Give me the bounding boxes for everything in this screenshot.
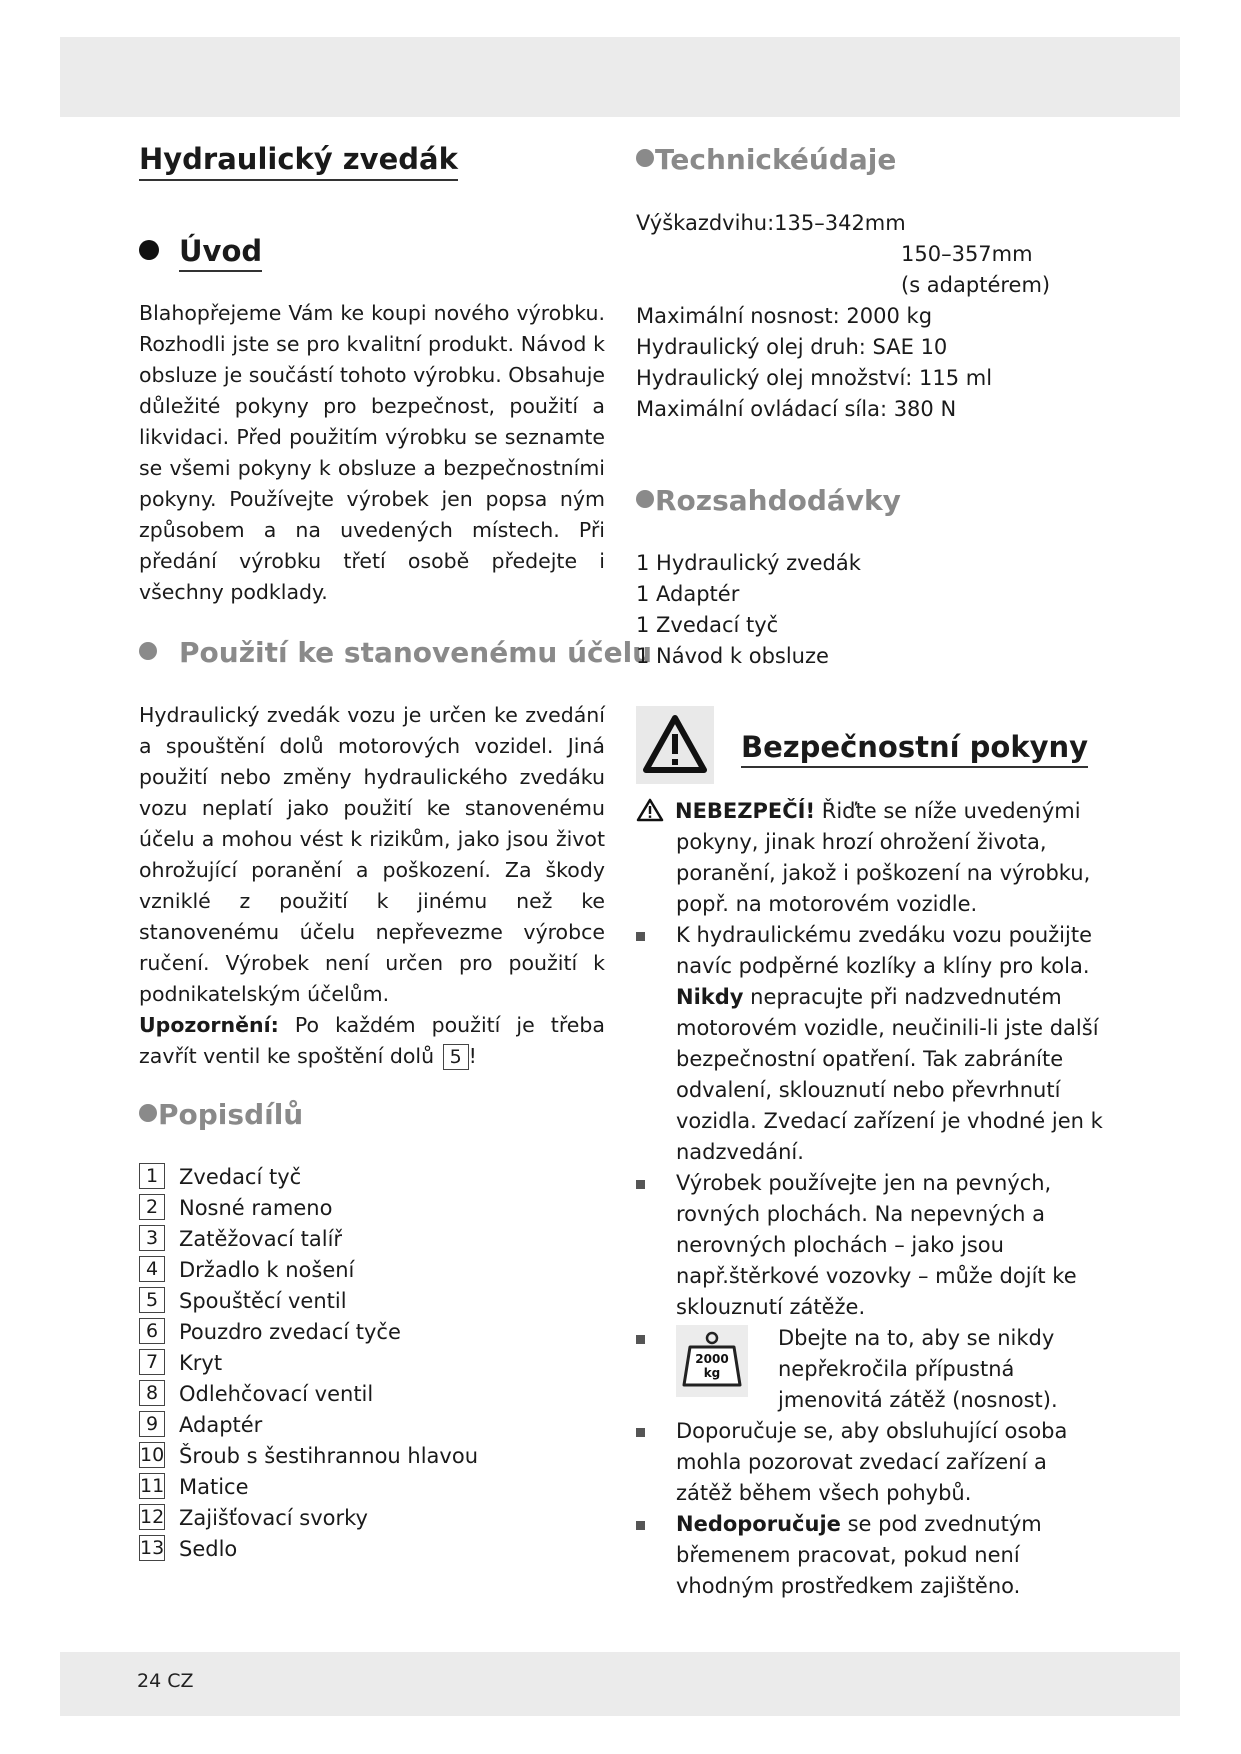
part-label: Adaptér: [179, 1413, 263, 1437]
note-end: !: [468, 1044, 477, 1068]
safety-item: [636, 920, 1106, 1168]
part-label: Odlehčovací ventil: [179, 1382, 374, 1406]
part-number: 3: [139, 1225, 165, 1251]
intended-use-paragraph: Hydraulický zvedák vozu je určen ke zvedání a spouštění dolů motorových vozidel. Jiná použití nebo změny hydraulického zvedáku vozu neplatí jako použití ke stanovenému účelu a mohou vést k rizikům, jako jsou život ohrožující poranění a poškození. Za škody vzniklé z použití k jinému než ke stanovenému účelu nepřevezme výrobce ručení. Výrobek není určen pro použití k podnikatelským účelům.: [139, 703, 605, 1006]
safety-item1-bold: Nikdy: [676, 985, 744, 1009]
danger-notice: [636, 796, 1106, 920]
spec-lift-value2: 150–357mm: [901, 242, 1033, 266]
intended-use-heading-text: Použití ke stanovenému účelu: [179, 636, 653, 669]
part-label: Držadlo k nošení: [179, 1258, 355, 1282]
part-label: Kryt: [179, 1351, 223, 1375]
parts-list: [139, 1162, 478, 1565]
list-item: [139, 1162, 478, 1193]
list-item: 1 Adaptér: [636, 582, 740, 606]
intro-text: [139, 298, 605, 608]
part-number: 11: [140, 1475, 165, 1497]
delivery-heading-text: Rozsahdodávky: [655, 484, 901, 517]
part-label: Spouštěcí ventil: [179, 1289, 347, 1313]
square-bullet-icon: [636, 1428, 645, 1437]
safety-item5: se pod zvednutým břemenem pracovat, pokud není vhodným prostředkem zajištěno.: [676, 1512, 1042, 1598]
parts-heading: [139, 1098, 303, 1131]
small-warning-icon: [636, 798, 664, 831]
safety-heading: [741, 730, 1088, 764]
intro-heading-text: Úvod: [179, 234, 262, 272]
list-item: [139, 1317, 478, 1348]
bullet-icon: [139, 240, 159, 260]
part-number: 6: [139, 1318, 165, 1344]
weight-icon: [676, 1325, 748, 1397]
part-label: Šroub s šestihrannou hlavou: [179, 1444, 479, 1468]
part-number: 13: [140, 1537, 165, 1559]
footer-band: [60, 1652, 1180, 1716]
spec-lift: [636, 208, 1106, 239]
part-label: Sedlo: [179, 1537, 238, 1561]
spec-capacity: Maximální nosnost: 2000 kg: [636, 304, 933, 328]
weight-icon-unit: kg: [703, 1366, 721, 1380]
part-number: 5: [139, 1287, 165, 1313]
square-bullet-icon: [636, 1521, 645, 1530]
spec-oil-amount: Hydraulický olej množství: 115 ml: [636, 366, 993, 390]
warning-triangle-icon: [636, 706, 714, 784]
list-item: [139, 1348, 478, 1379]
part-number: 9: [139, 1411, 165, 1437]
list-item: [139, 1503, 478, 1534]
intended-use-heading: [139, 636, 652, 669]
list-item: 1 Zvedací tyč: [636, 613, 779, 637]
spec-force: Maximální ovládací síla: 380 N: [636, 397, 957, 421]
intended-use-text: [139, 700, 605, 1072]
bullet-icon: [139, 1104, 157, 1122]
safety-item4: Doporučuje se, aby obsluhující osoba mohla pozorovat zvedací zařízení a zátěž během všech pohybů.: [676, 1419, 1068, 1505]
safety-heading-text: Bezpečnostní pokyny: [741, 730, 1088, 768]
part-number: 12: [140, 1506, 165, 1528]
list-item: [139, 1286, 478, 1317]
bullet-icon: [636, 149, 654, 167]
spec-oil-type: Hydraulický olej druh: SAE 10: [636, 335, 948, 359]
spec-lift-label: Výškazdvihu:: [636, 211, 775, 235]
page-title: Hydraulický zvedák: [139, 142, 458, 181]
bullet-icon: [636, 490, 654, 508]
safety-item: [636, 1416, 1106, 1509]
list-item: [139, 1472, 478, 1503]
header-band: [60, 37, 1180, 117]
square-bullet-icon: [636, 1335, 645, 1344]
list-item: [139, 1193, 478, 1224]
danger-text: Řiďte se níže uvedenými pokyny, jinak hrozí ohrožení života, poranění, jakož i poškození na výrobku, popř. na motorovém vozidle.: [676, 799, 1091, 916]
spec-lift-value: 135–342mm: [774, 211, 906, 235]
safety-item5-bold: Nedoporučuje: [676, 1512, 841, 1536]
delivery-heading: [636, 484, 901, 517]
safety-item: [636, 1168, 1106, 1323]
part-number: 2: [139, 1194, 165, 1220]
safety-item3: Dbejte na to, aby se nikdy nepřekročila přípustná jmenovitá zátěž (nosnost).: [778, 1326, 1058, 1412]
safety-item2: Výrobek používejte jen na pevných, rovných plochách. Na nepevných a nerovných plochách – jako jsou např.štěrkové vozovky – může dojít ke sklouznutí zátěže.: [676, 1171, 1077, 1319]
part-label: Nosné rameno: [179, 1196, 333, 1220]
weight-icon-value: 2000: [695, 1352, 729, 1366]
list-item: [139, 1410, 478, 1441]
part-number: 1: [139, 1163, 165, 1189]
safety-block: [636, 796, 1106, 1602]
note: [139, 1010, 605, 1072]
part-label: Zajišťovací svorky: [179, 1506, 368, 1530]
list-item: [139, 1224, 478, 1255]
part-label: Zvedací tyč: [179, 1165, 302, 1189]
spec-lift-note: (s adaptérem): [901, 273, 1051, 297]
note-text: Po každém použití je třeba zavřít ventil ke spoštění dolů: [139, 1013, 605, 1068]
list-item: [139, 1379, 478, 1410]
square-bullet-icon: [636, 1180, 645, 1189]
part-number: 10: [140, 1444, 165, 1466]
note-label: Upozornění:: [139, 1013, 279, 1037]
safety-item: [636, 1323, 1106, 1416]
specs-heading: [636, 143, 896, 176]
list-item: 1 Návod k obsluze: [636, 644, 829, 668]
list-item: [139, 1534, 478, 1565]
safety-item1-b: nepracujte při nadzvednutém motorovém vozidle, neučinili-li jste další bezpečnostní opatření. Tak zabráníte odvalení, sklouznutí nebo převrhnutí vozidla. Zvedací zařízení je vhodné jen k nadzvedání.: [676, 985, 1103, 1164]
part-label: Matice: [179, 1475, 249, 1499]
list-item: [139, 1255, 478, 1286]
page-footer: 24 CZ: [137, 1670, 194, 1692]
square-bullet-icon: [636, 932, 645, 941]
part-number: 8: [139, 1380, 165, 1406]
part-label: Zatěžovací talíř: [179, 1227, 343, 1251]
note-ref-box: 5: [443, 1044, 469, 1070]
safety-item1-a: K hydraulickému zvedáku vozu použijte navíc podpěrné kozlíky a klíny pro kola.: [676, 923, 1093, 978]
list-item: 1 Hydraulický zvedák: [636, 551, 861, 575]
specs-block: [636, 208, 1106, 425]
intro-heading: [139, 234, 262, 268]
part-number: 4: [139, 1256, 165, 1282]
part-number: 7: [139, 1349, 165, 1375]
safety-item: [636, 1509, 1106, 1602]
specs-heading-text: Technickéúdaje: [655, 143, 897, 176]
part-label: Pouzdro zvedací tyče: [179, 1320, 401, 1344]
intro-paragraph: Blahopřejeme Vám ke koupi nového výrobku. Rozhodli jste se pro kvalitní produkt. Návod k obsluze je součástí tohoto výrobku. Obsahuje důležité pokyny pro bezpečnost, použití a likvidaci. Před použitím výrobku se seznamte se všemi pokyny k obsluze a bezpečnostními pokyny. Používejte výrobek jen popsa ným způsobem a na uvedených místech. Při předání výrobku třetí osobě předejte i všechny podklady.: [139, 301, 605, 604]
parts-heading-text: Popisdílů: [158, 1098, 304, 1131]
bullet-icon: [139, 642, 157, 660]
list-item: [139, 1441, 478, 1472]
delivery-list: [636, 548, 861, 672]
danger-label: NEBEZPEČÍ!: [675, 799, 816, 823]
